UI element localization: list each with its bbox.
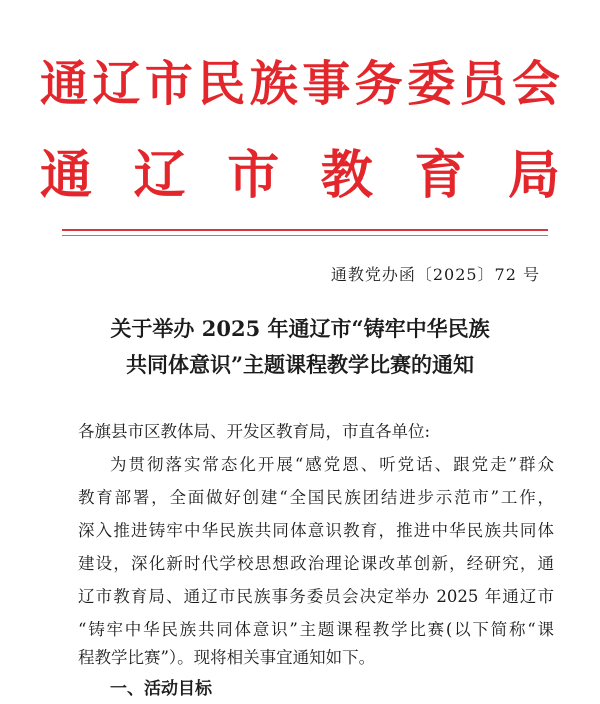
document-title-line-2: 共同体意识”主题课程教学比赛的通知 <box>125 352 475 377</box>
paragraph-line: 建设，深化新时代学校思想政治理论课改革创新，经研究，通 <box>78 554 554 573</box>
red-header-rule <box>62 229 548 231</box>
paragraph-line: 程教学比赛”）。现将相关事宜通知如下。 <box>78 648 376 667</box>
document-title-line-1: 关于举办 2025 年通辽市“铸牢中华民族 <box>110 316 490 341</box>
issuer-ethnic-affairs-commission: 通辽市民族事务委员会 <box>40 56 560 112</box>
paragraph-line: 辽市教育局、通辽市民族事务委员会决定举办 2025 年通辽市 <box>78 587 554 606</box>
addressee-line: 各旗县市区教体局、开发区教育局，市直各单位: <box>78 422 431 441</box>
paragraph-line: “铸牢中华民族共同体意识”主题课程教学比赛(以下简称“课 <box>78 620 554 639</box>
section-heading-objectives: 一、活动目标 <box>110 679 212 699</box>
red-header-rule-thin <box>62 235 548 236</box>
paragraph-line: 深入推进铸牢中华民族共同体意识教育，推进中华民族共同体 <box>78 521 554 540</box>
paragraph-line: 为贯彻落实常态化开展“感党恩、听党话、跟党走”群众 <box>110 455 554 474</box>
paragraph-line: 教育部署，全面做好创建“全国民族团结进步示范市”工作， <box>78 488 554 507</box>
issuer-education-bureau: 通辽市教育局 <box>40 146 560 206</box>
document-number: 通教党办函〔2025〕72 号 <box>330 265 540 284</box>
